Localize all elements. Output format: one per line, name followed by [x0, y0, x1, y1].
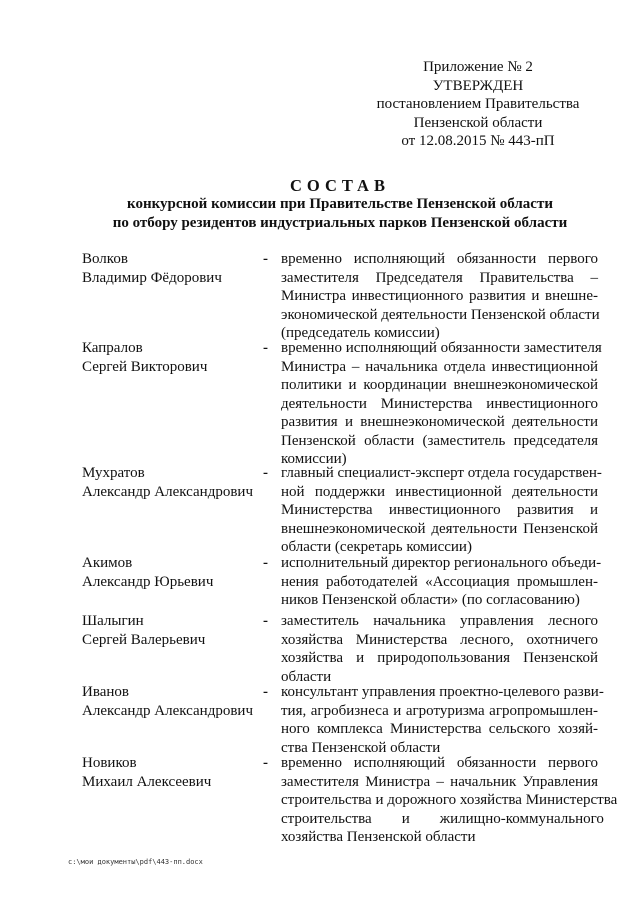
member-name: [82, 464, 257, 501]
role-line: деятельности Министерства инвестиционного: [281, 395, 598, 412]
document-title: СОСТАВ: [290, 176, 390, 195]
role-line: ной поддержки инвестиционной деятельности: [281, 483, 598, 500]
role-line: заместителя Председателя Правительства –: [281, 269, 598, 286]
member-given-names: Александр Александрович: [82, 483, 253, 500]
role-line: нения работодателей «Ассоциация промышлен-: [281, 573, 598, 590]
file-path-footer: c:\мои документы\pdf\443-пп.docx: [68, 858, 203, 866]
member-role: [281, 339, 602, 469]
role-line: исполнительный директор регионального объеди-: [281, 555, 602, 571]
member-name: [82, 612, 257, 649]
member-given-names: Александр Александрович: [82, 702, 253, 719]
approval-header: [360, 58, 596, 151]
member-given-names: Александр Юрьевич: [82, 573, 214, 590]
member-given-names: Сергей Валерьевич: [82, 631, 206, 648]
role-line: хозяйства Пензенской области: [281, 829, 476, 845]
member-dash: -: [263, 684, 268, 700]
member-dash: -: [263, 555, 268, 571]
role-line: Министра инвестиционного развития и внешне-: [281, 288, 598, 304]
member-surname: Шалыгин: [82, 613, 144, 629]
role-line: экономической деятельности Пензенской области: [281, 306, 600, 323]
approved-by: постановлением Правительства: [376, 96, 580, 112]
member-role: [281, 683, 604, 757]
member-given-names: Михаил Алексеевич: [82, 773, 212, 790]
member-name: [82, 754, 257, 791]
subtitle-line: конкурсной комиссии при Правительстве Пензенской области: [127, 196, 553, 212]
member-dash: -: [263, 465, 268, 481]
approved-stamp: УТВЕРЖДЕН: [432, 77, 524, 94]
member-name: [82, 683, 257, 720]
member-surname: Новиков: [82, 755, 137, 771]
member-dash: -: [263, 613, 268, 629]
role-line: ного комплекса Министерства сельского хозяй-: [281, 721, 598, 737]
member-dash: -: [263, 755, 268, 771]
role-line: хозяйства и природопользования Пензенской: [281, 650, 598, 666]
role-line: хозяйства Министерства лесного, охотничего: [281, 631, 598, 648]
role-line: заместителя Министра – начальник Управления: [281, 773, 598, 790]
member-given-names: Сергей Викторович: [82, 358, 208, 375]
member-role: [281, 250, 598, 343]
decree-date-number: от 12.08.2015 № 443-пП: [401, 133, 555, 149]
role-line: области: [281, 668, 332, 685]
role-line: (председатель комиссии): [281, 325, 440, 341]
member-role: [281, 612, 598, 686]
role-line: главный специалист-эксперт отдела государствен-: [281, 465, 602, 481]
role-line: консультант управления проектно-целевого разви-: [281, 684, 604, 700]
role-line: ников Пензенской области» (по согласованию): [281, 592, 580, 608]
member-surname: Волков: [82, 251, 128, 267]
role-line: развития и внешнеэкономической деятельности: [281, 414, 598, 430]
role-line: Министра – начальника отдела инвестиционной: [281, 358, 598, 375]
role-line: Министерства инвестиционного развития и: [281, 502, 598, 518]
member-surname: Акимов: [82, 555, 133, 571]
role-line: Пензенской области (заместитель председателя: [281, 432, 598, 449]
role-line: области (секретарь комиссии): [281, 539, 472, 555]
role-line: политики и координации внешнеэкономической: [281, 377, 598, 393]
member-name: [82, 250, 257, 287]
role-line: строительства и дорожного хозяйства Министерства: [281, 792, 618, 808]
member-dash: -: [263, 251, 268, 267]
role-line: внешнеэкономической деятельности Пензенской: [281, 520, 598, 537]
member-role: [281, 754, 618, 847]
role-line: временно исполняющий обязанности первого: [281, 251, 598, 267]
role-line: ства Пензенской области: [281, 739, 441, 756]
member-dash: -: [263, 340, 268, 356]
subtitle-line: по отбору резидентов индустриальных парков Пензенской области: [112, 214, 568, 231]
member-given-names: Владимир Фёдорович: [82, 269, 222, 286]
role-line: временно исполняющий обязанности первого: [281, 755, 598, 771]
member-name: [82, 554, 257, 591]
appendix-number: Приложение № 2: [423, 59, 533, 75]
member-surname: Капралов: [82, 340, 143, 356]
document-subtitle: [60, 195, 620, 232]
approved-by-region: Пензенской области: [413, 114, 543, 131]
member-name: [82, 339, 257, 376]
member-surname: Мухратов: [82, 465, 145, 481]
member-surname: Иванов: [82, 684, 129, 700]
member-role: [281, 554, 602, 610]
role-line: строительства и жилищно-коммунального: [281, 810, 604, 827]
role-line: временно исполняющий обязанности заместителя: [281, 340, 602, 356]
role-line: тия, агробизнеса и агротуризма агропромышлен-: [281, 702, 598, 719]
role-line: комиссии): [281, 451, 347, 467]
role-line: заместитель начальника управления лесного: [281, 613, 598, 629]
member-role: [281, 464, 602, 557]
